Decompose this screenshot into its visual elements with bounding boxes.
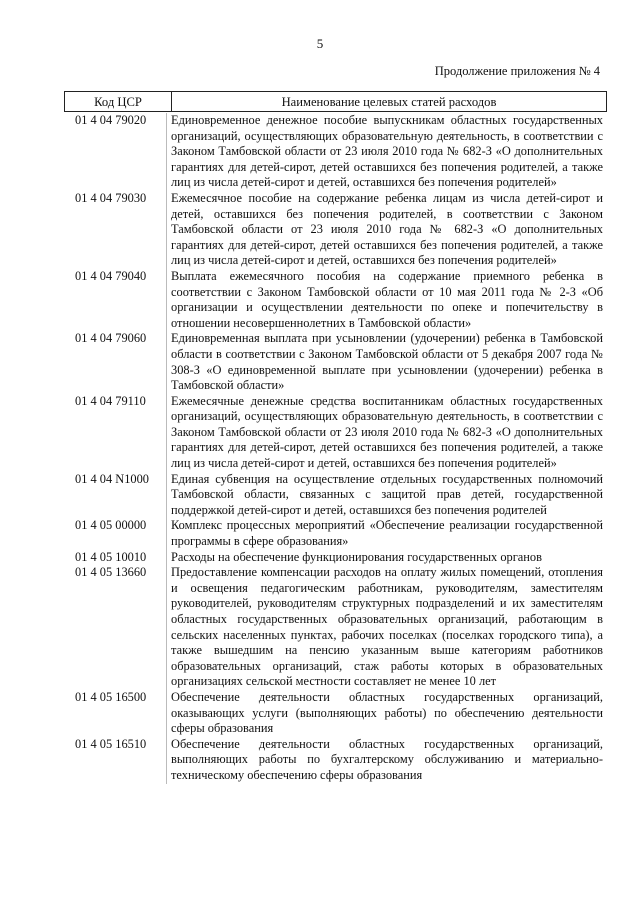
- row-name: Выплата ежемесячного пособия на содержание приемного ребенка в соответствии с Законом Тамбовской области от 10 мая 2011 года № 2-З «Об организации и осуществлении деятельности по опеке и попечительству в отношении несовершеннолетних в Тамбовской области»: [171, 269, 607, 331]
- table-row: [64, 550, 607, 566]
- row-code: 01 4 05 10010: [75, 549, 147, 564]
- table-row: [64, 690, 607, 737]
- row-code: 01 4 04 N1000: [75, 471, 149, 486]
- table-row: [64, 269, 607, 331]
- row-name: Предоставление компенсации расходов на оплату жилых помещений, отопления и освещения педагогическим работникам, руководителям, заместителям руководителей, руководителям структурных подразделений и их заместителям областных государственных образовательных организаций, работающим в сельских населенных пунктах, рабочих поселках (поселках городского типа), а также вышедшим на пенсию указанным выше категориям работников образовательных организаций, стаж работы которых в образовательных организациях сельской местности составляет не менее 10 лет: [171, 565, 607, 690]
- row-name: Комплекс процессных мероприятий «Обеспечение реализации государственной программы в сфере образования»: [171, 518, 607, 549]
- row-code: 01 4 04 79110: [75, 393, 146, 408]
- row-name: Расходы на обеспечение функционирования государственных органов: [171, 550, 607, 566]
- row-code: 01 4 05 00000: [75, 518, 147, 533]
- row-name: Обеспечение деятельности областных государственных организаций, оказывающих услуги (выполняющих работы) по обеспечению деятельности сферы образования: [171, 690, 607, 737]
- row-code: 01 4 04 79020: [75, 113, 147, 127]
- row-name: Ежемесячное пособие на содержание ребенка лицам из числа детей-сирот и детей, оставшихся без попечения родителей, в соответствии с Законом Тамбовской области от 23 июля 2010 года № 682-З «О дополнительных гарантиях для детей-сирот, детей оставшихся без попечения родителей, а также лиц из числа детей-сирот и детей, оставшихся без попечения родителей»: [171, 191, 607, 269]
- table-row: [64, 565, 607, 690]
- row-code: 01 4 04 79030: [75, 190, 147, 205]
- row-name: Обеспечение деятельности областных государственных организаций, выполняющих работы по бухгалтерскому обслуживанию и материально-техническому обеспечению сферы образования: [171, 737, 607, 784]
- row-name: Единовременное денежное пособие выпускникам областных государственных организаций, осуществляющих образовательную деятельность, в соответствии с Законом Тамбовской области от 23 июля 2010 года № 682-З «О дополнительных гарантиях для детей-сирот, детей оставшихся без попечения родителей, а также лиц из числа детей-сирот и детей, оставшихся без попечения родителей»: [171, 113, 607, 191]
- table-row: [64, 191, 607, 269]
- table-row: [64, 737, 607, 784]
- budget-table: [64, 91, 607, 784]
- header-code: Код ЦСР: [65, 92, 172, 111]
- table-row: [64, 331, 607, 393]
- table-row: [64, 113, 607, 191]
- row-name: Единая субвенция на осуществление отдельных государственных полномочий Тамбовской области, связанных с защитой прав детей, государственной поддержкой детей-сирот и детей, оставшихся без попечения родителей: [171, 472, 607, 519]
- header-name: Наименование целевых статей расходов: [281, 95, 497, 109]
- row-code: 01 4 05 16510: [75, 736, 147, 751]
- row-code: 01 4 04 79040: [75, 268, 147, 283]
- table-body: [64, 112, 607, 784]
- row-code: 01 4 05 13660: [75, 565, 147, 580]
- row-code: 01 4 04 79060: [75, 331, 147, 346]
- continuation-label: Продолжение приложения № 4: [434, 64, 600, 78]
- table-header: [64, 91, 607, 112]
- table-row: [64, 394, 607, 472]
- table-row: [64, 472, 607, 519]
- row-code: 01 4 05 16500: [75, 689, 147, 704]
- row-name: Единовременная выплата при усыновлении (удочерении) ребенка в Тамбовской области в соответствии с Законом Тамбовской области от 5 декабря 2007 года № 308-З «О единовременной выплате при усыновлении (удочерении) ребенка в Тамбовской области»: [171, 331, 607, 393]
- page-number: 5: [316, 36, 324, 51]
- row-name: Ежемесячные денежные средства воспитанникам областных государственных организаций, осуществляющих образовательную деятельность, в соответствии с Законом Тамбовской области от 23 июля 2010 года № 682-З «О дополнительных гарантиях для детей-сирот, детей оставшихся без попечения родителей, а также лиц из числа детей-сирот и детей, оставшихся без попечения родителей»: [171, 394, 607, 472]
- table-row: [64, 518, 607, 549]
